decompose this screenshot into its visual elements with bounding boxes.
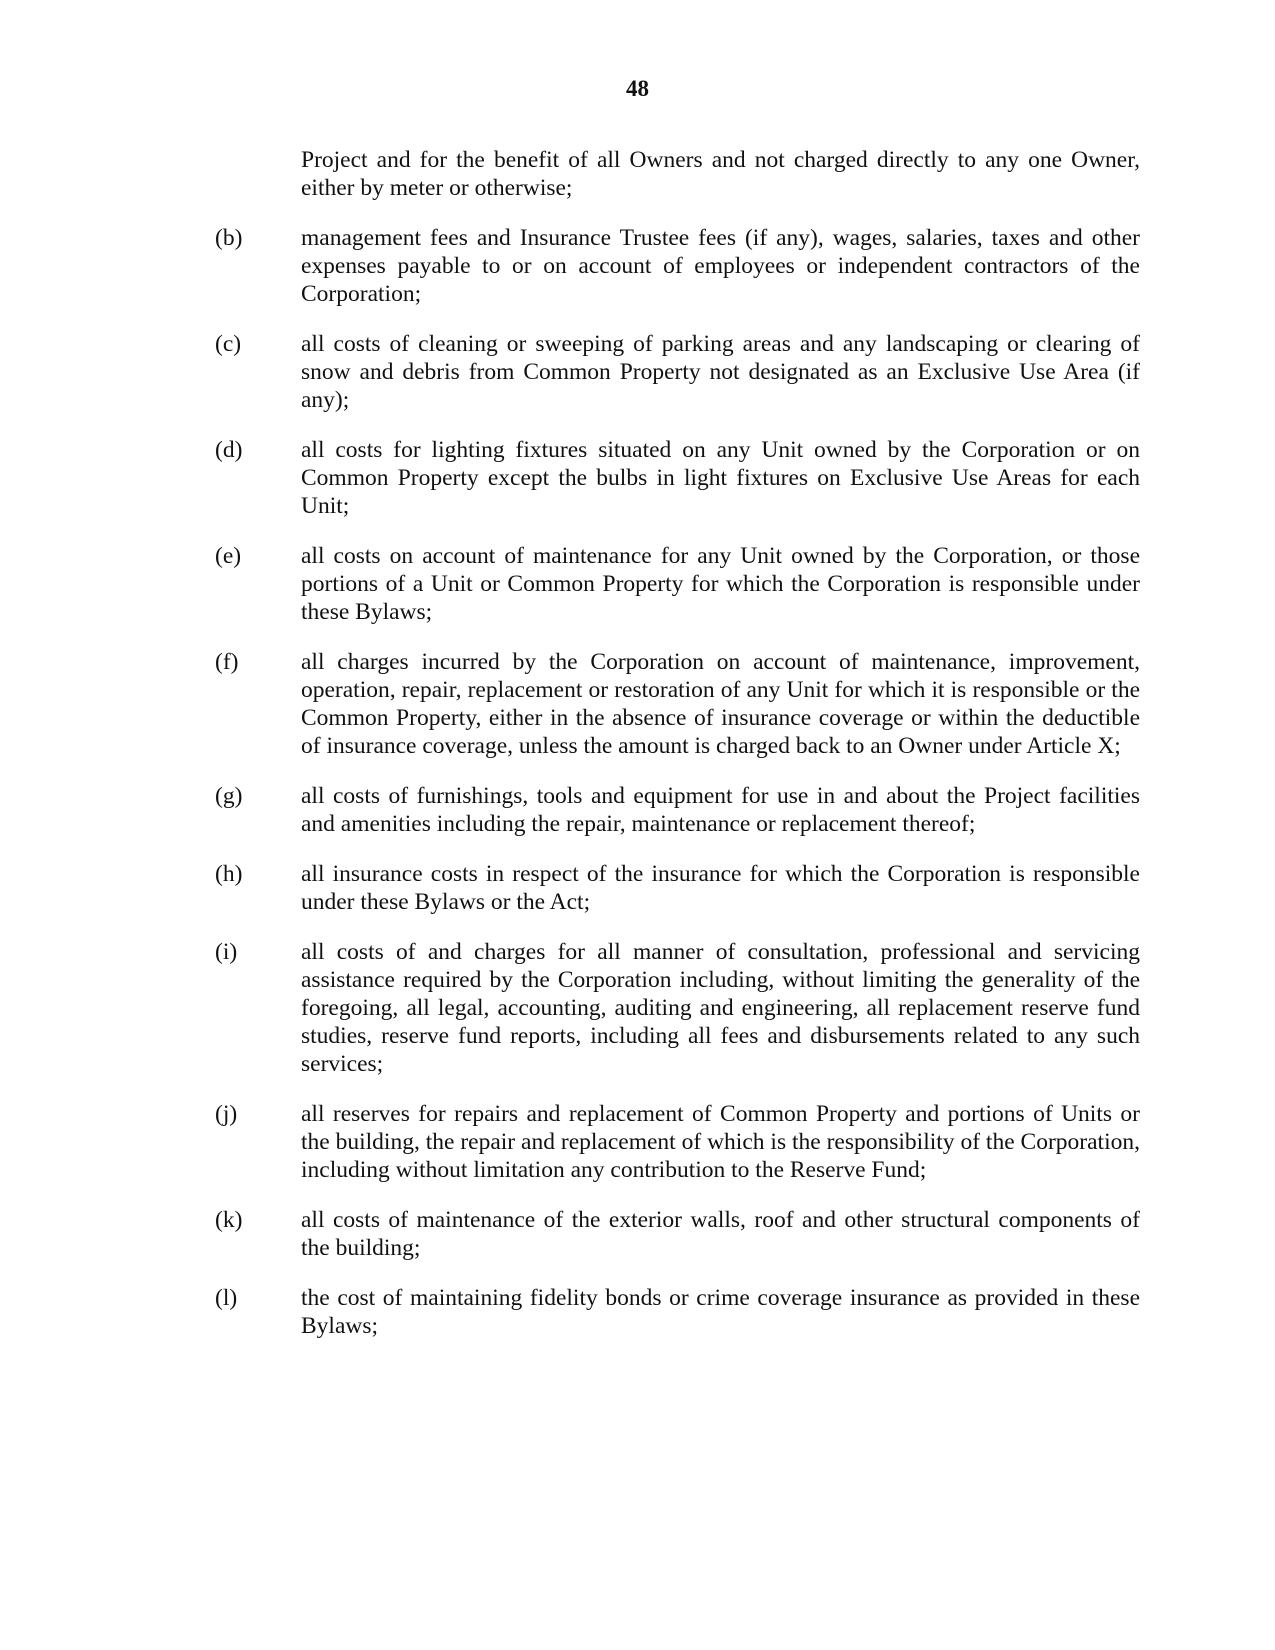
clause-text: the cost of maintaining fidelity bonds or crime coverage insurance as provided in these Bylaws; [301, 1285, 1140, 1339]
clause-l [215, 1284, 1140, 1340]
clause-b [215, 224, 1140, 308]
clause-f [215, 648, 1140, 760]
clause-label: (c) [215, 331, 242, 357]
clause-text: all charges incurred by the Corporation on account of maintenance, improvement, operation, repair, replacement or restoration of any Unit for which it is responsible or the Common Property, either in the absence of insurance coverage or within the deductible of insurance coverage, unless the amount is charged back to an Owner under Article X; [301, 649, 1140, 759]
clause-c [215, 330, 1140, 414]
clause-label: (h) [215, 861, 243, 887]
clause-label: (d) [215, 437, 243, 463]
clause-text: all costs on account of maintenance for any Unit owned by the Corporation, or those portions of a Unit or Common Property for which the Corporation is responsible under these Bylaws; [301, 543, 1140, 625]
clause-j [215, 1100, 1140, 1184]
clause-i [215, 938, 1140, 1078]
clause-label: (i) [215, 939, 238, 965]
clause-text: all reserves for repairs and replacement of Common Property and portions of Units or the building, the repair and replacement of which is the responsibility of the Corporation, including without limitation any contribution to the Reserve Fund; [301, 1101, 1140, 1183]
continued-clause [215, 146, 1140, 202]
clause-label: (k) [215, 1207, 243, 1233]
clause-label: (g) [215, 783, 243, 809]
clause-text: Project and for the benefit of all Owners and not charged directly to any one Owner, either by meter or otherwise; [301, 147, 1140, 201]
clause-d [215, 436, 1140, 520]
clause-text: all insurance costs in respect of the insurance for which the Corporation is responsible under these Bylaws or the Act; [301, 861, 1140, 915]
clause-text: all costs of furnishings, tools and equipment for use in and about the Project facilities and amenities including the repair, maintenance or replacement thereof; [301, 783, 1140, 837]
clause-text: all costs of maintenance of the exterior walls, roof and other structural components of the building; [301, 1207, 1140, 1261]
clause-text: management fees and Insurance Trustee fees (if any), wages, salaries, taxes and other expenses payable to or on account of employees or independent contractors of the Corporation; [301, 225, 1140, 307]
clause-e [215, 542, 1140, 626]
clause-g [215, 782, 1140, 838]
clause-h [215, 860, 1140, 916]
clause-text: all costs of cleaning or sweeping of parking areas and any landscaping or clearing of snow and debris from Common Property not designated as an Exclusive Use Area (if any); [301, 331, 1140, 413]
clause-label: (j) [215, 1101, 238, 1127]
clause-k [215, 1206, 1140, 1262]
page-number: 48 [626, 76, 649, 101]
clause-list [215, 146, 1140, 1362]
clause-text: all costs for lighting fixtures situated on any Unit owned by the Corporation or on Common Property except the bulbs in light fixtures on Exclusive Use Areas for each Unit; [301, 437, 1140, 519]
clause-label: (l) [215, 1285, 238, 1311]
clause-label: (e) [215, 543, 242, 569]
clause-label: (b) [215, 225, 243, 251]
clause-label: (f) [215, 649, 239, 675]
clause-text: all costs of and charges for all manner of consultation, professional and servicing assistance required by the Corporation including, without limiting the generality of the foregoing, all legal, accounting, auditing and engineering, all replacement reserve fund studies, reserve fund reports, including all fees and disbursements related to any such services; [301, 939, 1140, 1077]
